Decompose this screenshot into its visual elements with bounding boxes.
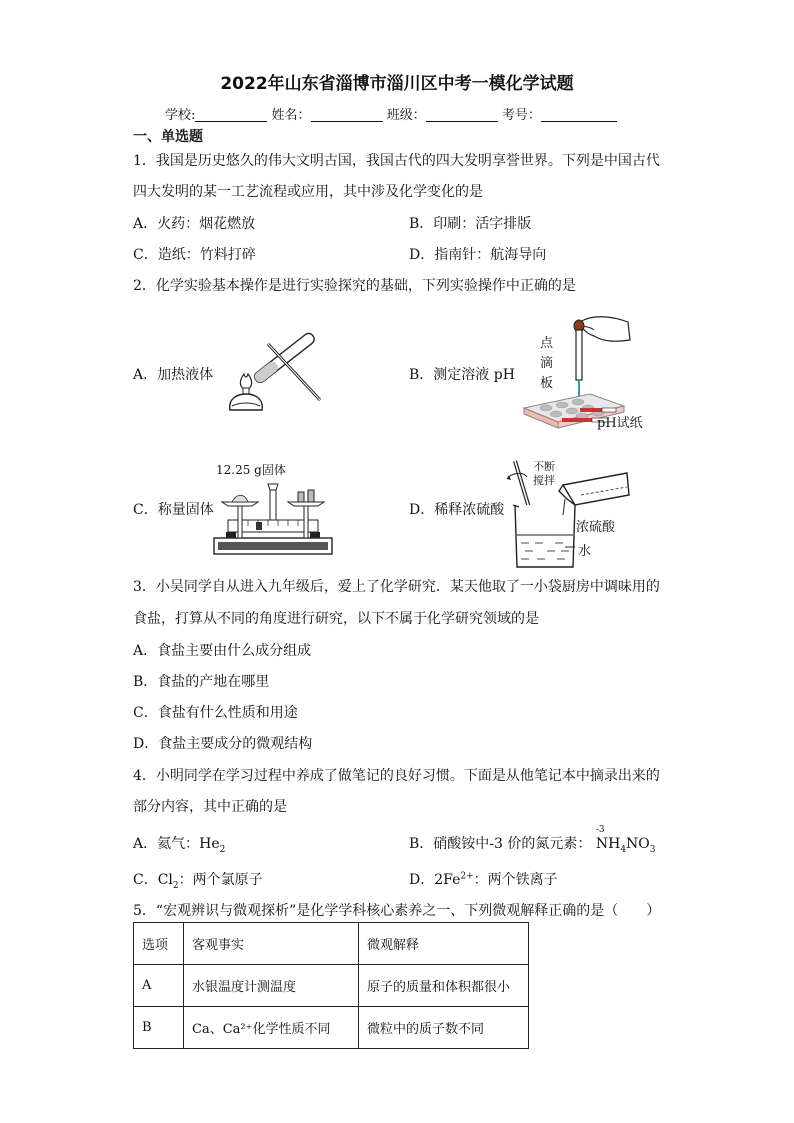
fig-d-label-stir2: 搅拌 <box>533 474 555 487</box>
table-header-row <box>134 923 529 965</box>
heating-liquid-figure <box>220 322 325 414</box>
fig-d-label-acid: 浓硫酸 <box>576 520 616 535</box>
q3-option-a[interactable]: A．食盐主要由什么成分组成 <box>133 643 312 659</box>
table-header-cell: 微观解释 <box>359 923 529 965</box>
q3-option-d[interactable]: D．食盐主要成分的微观结构 <box>133 736 313 752</box>
q4-c-subscript: 2 <box>172 880 179 891</box>
q4-d-post: ：两个铁离子 <box>473 872 558 888</box>
q1-option-b[interactable]: B．印刷：活字排版 <box>409 216 532 232</box>
class-blank[interactable] <box>426 107 498 122</box>
q4-option-a[interactable] <box>133 833 225 855</box>
fig-c-label: 12.25 g固体 <box>216 463 286 477</box>
student-info-line <box>165 104 617 123</box>
q1-option-a[interactable]: A．火药：烟花燃放 <box>133 216 256 232</box>
q4-b-text: B．硝酸铵中-3 价的氮元素： <box>409 836 592 852</box>
q4-option-d[interactable] <box>409 869 558 889</box>
name-blank[interactable] <box>311 107 383 122</box>
school-blank[interactable] <box>195 107 267 122</box>
q5-stem: 5．“宏观辨识与微观探析”是化学学科核心素养之一、下列微观解释正确的是（ ） <box>133 903 661 919</box>
balance-figure <box>212 476 334 558</box>
dilute-acid-figure <box>505 455 637 573</box>
q1-stem-line2: 四大发明的某一工艺流程或应用，其中涉及化学变化的是 <box>133 184 483 200</box>
q4-a-subscript: 2 <box>219 844 226 855</box>
table-cell: 原子的质量和体积都很小 <box>359 965 529 1007</box>
fig-d-label-water: 水 <box>578 544 592 559</box>
table-cell: Ca、Ca²⁺化学性质不同 <box>184 1007 359 1049</box>
q3-option-b[interactable]: B．食盐的产地在哪里 <box>133 674 270 690</box>
exam-title: 2022年山东省淄博市淄川区中考一模化学试题 <box>220 74 574 94</box>
q4-b-no: NO <box>626 836 650 852</box>
class-label: 班级： <box>386 108 426 123</box>
q4-stem-line2: 部分内容，其中正确的是 <box>133 799 287 815</box>
fig-b-label-ph-paper: pH试纸 <box>597 416 643 431</box>
q4-b-sub3: 3 <box>649 844 656 855</box>
table-header-cell: 客观事实 <box>184 923 359 965</box>
q2-option-d[interactable]: D．稀释浓硫酸 <box>409 502 505 518</box>
q4-a-text: A．氦气：He <box>133 836 220 852</box>
q4-c-text: C．Cl <box>133 872 173 888</box>
q4-option-c[interactable] <box>133 869 263 891</box>
section-heading: 一、单选题 <box>133 129 203 145</box>
q4-d-text: D．2Fe <box>409 872 461 888</box>
table-cell: 水银温度计测温度 <box>184 965 359 1007</box>
q4-option-b[interactable] <box>409 825 656 855</box>
fig-d-label-stir1: 不断 <box>533 460 555 473</box>
q3-stem-line1: 3．小吴同学自从进入九年级后，爱上了化学研究．某天他取了一小袋厨房中调味用的 <box>133 579 660 595</box>
q4-b-formula <box>595 825 656 855</box>
q1-option-d[interactable]: D．指南针：航海导向 <box>409 247 547 263</box>
fig-b-label-di: 滴 <box>540 356 554 371</box>
q2-stem: 2．化学实验基本操作是进行实验探究的基础，下列实验操作中正确的是 <box>133 278 576 294</box>
q4-b-charge: -3 <box>595 825 605 835</box>
q4-stem-line1: 4．小明同学在学习过程中养成了做笔记的良好习惯。下面是从他笔记本中摘录出来的 <box>133 768 660 784</box>
number-label: 考号： <box>501 108 541 123</box>
q3-option-c[interactable]: C．食盐有什么性质和用途 <box>133 705 298 721</box>
q4-b-sub4: 4 <box>620 844 627 855</box>
q4-b-h: H <box>608 836 621 852</box>
fig-b-label-ban: 板 <box>540 376 554 391</box>
q5-table <box>133 922 529 1049</box>
q4-c-post: ：两个氯原子 <box>178 872 263 888</box>
q1-stem-line1: 1．我国是历史悠久的伟大文明古国，我国古代的四大发明享誉世界。下列是中国古代 <box>133 153 660 169</box>
table-cell: B <box>134 1007 184 1049</box>
table-cell: A <box>134 965 184 1007</box>
name-label: 姓名： <box>271 108 311 123</box>
q4-d-superscript: 2+ <box>460 871 474 882</box>
fig-b-label-dian: 点 <box>540 336 554 351</box>
school-label: 学校: <box>165 108 196 123</box>
number-blank[interactable] <box>541 107 617 122</box>
table-header-cell: 选项 <box>134 923 184 965</box>
q3-stem-line2: 食盐，打算从不同的角度进行研究，以下不属于化学研究领域的是 <box>133 611 539 627</box>
table-row <box>134 1007 529 1049</box>
q2-option-c[interactable]: C．称量固体 <box>133 502 214 518</box>
q4-b-n: N <box>595 836 609 852</box>
q2-option-a[interactable]: A．加热液体 <box>133 367 214 383</box>
table-row <box>134 965 529 1007</box>
q1-option-c[interactable]: C．造纸：竹料打碎 <box>133 247 256 263</box>
table-cell: 微粒中的质子数不同 <box>359 1007 529 1049</box>
q2-option-b[interactable]: B．测定溶液 pH <box>409 367 515 383</box>
